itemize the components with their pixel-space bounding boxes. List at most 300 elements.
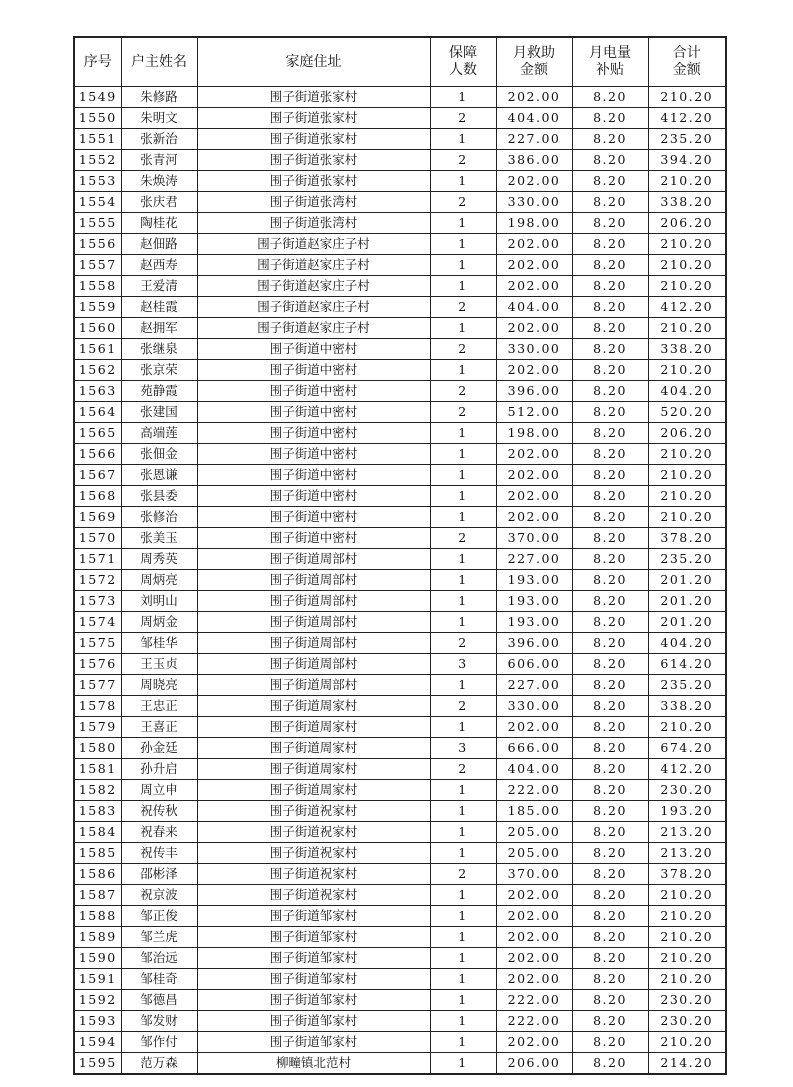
cell-serial-number: 1576: [74, 654, 121, 675]
cell-monthly-electricity-subsidy: 8.20: [572, 801, 648, 822]
cell-serial-number: 1581: [74, 759, 121, 780]
cell-household-head-name: 张县委: [121, 486, 197, 507]
cell-household-head-name: 张美玉: [121, 528, 197, 549]
table-row: [74, 570, 726, 591]
cell-covered-persons: 1: [430, 822, 496, 843]
cell-serial-number: 1572: [74, 570, 121, 591]
cell-monthly-relief-amount: 666.00: [496, 738, 572, 759]
cell-covered-persons: 1: [430, 465, 496, 486]
cell-total-amount: 210.20: [648, 171, 726, 192]
cell-household-head-name: 张恩谦: [121, 465, 197, 486]
cell-household-head-name: 周晓亮: [121, 675, 197, 696]
cell-total-amount: 412.20: [648, 108, 726, 129]
cell-serial-number: 1574: [74, 612, 121, 633]
table-row: [74, 801, 726, 822]
cell-household-head-name: 周秀英: [121, 549, 197, 570]
cell-home-address: 围子街道周部村: [197, 591, 430, 612]
cell-monthly-electricity-subsidy: 8.20: [572, 570, 648, 591]
cell-monthly-relief-amount: 512.00: [496, 402, 572, 423]
table-row: [74, 234, 726, 255]
cell-monthly-relief-amount: 202.00: [496, 465, 572, 486]
table-row: [74, 339, 726, 360]
cell-monthly-relief-amount: 202.00: [496, 906, 572, 927]
cell-covered-persons: 1: [430, 360, 496, 381]
cell-covered-persons: 1: [430, 927, 496, 948]
cell-home-address: 围子街道祝家村: [197, 801, 430, 822]
cell-total-amount: 404.20: [648, 381, 726, 402]
cell-serial-number: 1551: [74, 129, 121, 150]
table-row: [74, 381, 726, 402]
cell-household-head-name: 祝春来: [121, 822, 197, 843]
cell-covered-persons: 1: [430, 276, 496, 297]
cell-total-amount: 201.20: [648, 570, 726, 591]
cell-serial-number: 1560: [74, 318, 121, 339]
table-row: [74, 612, 726, 633]
cell-home-address: 围子街道祝家村: [197, 843, 430, 864]
cell-covered-persons: 2: [430, 402, 496, 423]
cell-home-address: 围子街道赵家庄子村: [197, 297, 430, 318]
cell-monthly-electricity-subsidy: 8.20: [572, 507, 648, 528]
cell-monthly-electricity-subsidy: 8.20: [572, 318, 648, 339]
cell-home-address: 围子街道中密村: [197, 402, 430, 423]
cell-covered-persons: 1: [430, 990, 496, 1011]
cell-total-amount: 235.20: [648, 549, 726, 570]
cell-monthly-electricity-subsidy: 8.20: [572, 276, 648, 297]
cell-household-head-name: 张佃金: [121, 444, 197, 465]
cell-monthly-electricity-subsidy: 8.20: [572, 129, 648, 150]
cell-monthly-relief-amount: 202.00: [496, 948, 572, 969]
cell-monthly-relief-amount: 193.00: [496, 591, 572, 612]
cell-monthly-electricity-subsidy: 8.20: [572, 1053, 648, 1075]
cell-serial-number: 1586: [74, 864, 121, 885]
cell-household-head-name: 祝京波: [121, 885, 197, 906]
cell-covered-persons: 1: [430, 906, 496, 927]
cell-household-head-name: 赵西寿: [121, 255, 197, 276]
cell-monthly-electricity-subsidy: 8.20: [572, 885, 648, 906]
cell-covered-persons: 2: [430, 297, 496, 318]
cell-serial-number: 1556: [74, 234, 121, 255]
cell-home-address: 围子街道张家村: [197, 129, 430, 150]
cell-monthly-relief-amount: 202.00: [496, 234, 572, 255]
cell-home-address: 围子街道中密村: [197, 444, 430, 465]
cell-household-head-name: 周炳亮: [121, 570, 197, 591]
cell-monthly-electricity-subsidy: 8.20: [572, 444, 648, 465]
cell-home-address: 围子街道中密村: [197, 486, 430, 507]
table-row: [74, 444, 726, 465]
cell-monthly-relief-amount: 222.00: [496, 990, 572, 1011]
cell-covered-persons: 1: [430, 885, 496, 906]
cell-home-address: 围子街道中密村: [197, 423, 430, 444]
cell-total-amount: 210.20: [648, 906, 726, 927]
table-row: [74, 171, 726, 192]
cell-covered-persons: 1: [430, 486, 496, 507]
cell-home-address: 围子街道张湾村: [197, 192, 430, 213]
cell-monthly-relief-amount: 396.00: [496, 381, 572, 402]
cell-household-head-name: 邹德昌: [121, 990, 197, 1011]
cell-covered-persons: 2: [430, 192, 496, 213]
cell-total-amount: 338.20: [648, 696, 726, 717]
cell-monthly-electricity-subsidy: 8.20: [572, 234, 648, 255]
cell-covered-persons: 1: [430, 675, 496, 696]
table-row: [74, 507, 726, 528]
cell-home-address: 围子街道祝家村: [197, 822, 430, 843]
cell-monthly-relief-amount: 202.00: [496, 969, 572, 990]
cell-household-head-name: 孙金廷: [121, 738, 197, 759]
cell-total-amount: 210.20: [648, 717, 726, 738]
cell-serial-number: 1588: [74, 906, 121, 927]
cell-monthly-relief-amount: 202.00: [496, 318, 572, 339]
cell-home-address: 围子街道周部村: [197, 675, 430, 696]
cell-covered-persons: 1: [430, 1011, 496, 1032]
table-row: [74, 1011, 726, 1032]
table-row: [74, 1032, 726, 1053]
cell-total-amount: 210.20: [648, 507, 726, 528]
cell-monthly-electricity-subsidy: 8.20: [572, 675, 648, 696]
cell-total-amount: 210.20: [648, 276, 726, 297]
table-row: [74, 654, 726, 675]
table-row: [74, 318, 726, 339]
cell-covered-persons: 1: [430, 255, 496, 276]
table-row: [74, 780, 726, 801]
cell-home-address: 围子街道周家村: [197, 717, 430, 738]
cell-total-amount: 210.20: [648, 234, 726, 255]
cell-covered-persons: 2: [430, 528, 496, 549]
cell-monthly-electricity-subsidy: 8.20: [572, 528, 648, 549]
cell-total-amount: 214.20: [648, 1053, 726, 1075]
cell-covered-persons: 1: [430, 570, 496, 591]
cell-covered-persons: 1: [430, 780, 496, 801]
table-row: [74, 213, 726, 234]
cell-serial-number: 1562: [74, 360, 121, 381]
cell-covered-persons: 3: [430, 738, 496, 759]
table-header: [74, 37, 726, 87]
cell-household-head-name: 范万森: [121, 1053, 197, 1075]
cell-household-head-name: 陶桂花: [121, 213, 197, 234]
cell-serial-number: 1563: [74, 381, 121, 402]
cell-total-amount: 206.20: [648, 423, 726, 444]
cell-serial-number: 1580: [74, 738, 121, 759]
cell-serial-number: 1583: [74, 801, 121, 822]
cell-total-amount: 230.20: [648, 780, 726, 801]
cell-serial-number: 1573: [74, 591, 121, 612]
table-row: [74, 486, 726, 507]
cell-home-address: 围子街道邹家村: [197, 906, 430, 927]
cell-monthly-relief-amount: 202.00: [496, 507, 572, 528]
cell-home-address: 围子街道周部村: [197, 654, 430, 675]
table-row: [74, 402, 726, 423]
header-monthly-electricity-subsidy: 月电量 补贴: [572, 37, 648, 87]
cell-home-address: 围子街道祝家村: [197, 864, 430, 885]
cell-monthly-relief-amount: 370.00: [496, 864, 572, 885]
cell-covered-persons: 2: [430, 864, 496, 885]
cell-home-address: 柳疃镇北范村: [197, 1053, 430, 1075]
cell-monthly-relief-amount: 606.00: [496, 654, 572, 675]
cell-monthly-relief-amount: 227.00: [496, 675, 572, 696]
cell-home-address: 围子街道赵家庄子村: [197, 234, 430, 255]
cell-total-amount: 206.20: [648, 213, 726, 234]
cell-serial-number: 1549: [74, 87, 121, 108]
cell-total-amount: 674.20: [648, 738, 726, 759]
cell-total-amount: 210.20: [648, 360, 726, 381]
cell-home-address: 围子街道中密村: [197, 507, 430, 528]
cell-total-amount: 210.20: [648, 1032, 726, 1053]
cell-covered-persons: 2: [430, 339, 496, 360]
cell-covered-persons: 1: [430, 423, 496, 444]
cell-monthly-relief-amount: 198.00: [496, 423, 572, 444]
cell-serial-number: 1568: [74, 486, 121, 507]
cell-serial-number: 1589: [74, 927, 121, 948]
cell-covered-persons: 1: [430, 444, 496, 465]
cell-monthly-relief-amount: 227.00: [496, 549, 572, 570]
cell-total-amount: 394.20: [648, 150, 726, 171]
cell-monthly-relief-amount: 202.00: [496, 486, 572, 507]
cell-home-address: 围子街道中密村: [197, 381, 430, 402]
table-row: [74, 276, 726, 297]
cell-covered-persons: 2: [430, 381, 496, 402]
cell-monthly-electricity-subsidy: 8.20: [572, 1032, 648, 1053]
cell-monthly-relief-amount: 330.00: [496, 192, 572, 213]
cell-monthly-electricity-subsidy: 8.20: [572, 213, 648, 234]
cell-monthly-relief-amount: 227.00: [496, 129, 572, 150]
cell-covered-persons: 2: [430, 108, 496, 129]
table-row: [74, 150, 726, 171]
cell-covered-persons: 1: [430, 1032, 496, 1053]
cell-monthly-electricity-subsidy: 8.20: [572, 696, 648, 717]
cell-monthly-relief-amount: 396.00: [496, 633, 572, 654]
cell-total-amount: 210.20: [648, 885, 726, 906]
cell-household-head-name: 张建国: [121, 402, 197, 423]
cell-monthly-relief-amount: 202.00: [496, 717, 572, 738]
cell-covered-persons: 1: [430, 213, 496, 234]
cell-total-amount: 201.20: [648, 591, 726, 612]
table-row: [74, 885, 726, 906]
cell-home-address: 围子街道张家村: [197, 171, 430, 192]
cell-covered-persons: 1: [430, 843, 496, 864]
header-covered-persons: 保障 人数: [430, 37, 496, 87]
cell-household-head-name: 邹兰虎: [121, 927, 197, 948]
cell-household-head-name: 张京荣: [121, 360, 197, 381]
cell-home-address: 围子街道中密村: [197, 528, 430, 549]
cell-monthly-electricity-subsidy: 8.20: [572, 297, 648, 318]
cell-home-address: 围子街道周部村: [197, 549, 430, 570]
cell-monthly-relief-amount: 202.00: [496, 255, 572, 276]
cell-serial-number: 1579: [74, 717, 121, 738]
table-row: [74, 696, 726, 717]
cell-home-address: 围子街道赵家庄子村: [197, 255, 430, 276]
cell-serial-number: 1570: [74, 528, 121, 549]
cell-covered-persons: 1: [430, 969, 496, 990]
cell-total-amount: 338.20: [648, 192, 726, 213]
cell-home-address: 围子街道邹家村: [197, 990, 430, 1011]
table-row: [74, 129, 726, 150]
cell-household-head-name: 邹桂华: [121, 633, 197, 654]
cell-monthly-relief-amount: 202.00: [496, 87, 572, 108]
cell-monthly-relief-amount: 193.00: [496, 570, 572, 591]
cell-serial-number: 1569: [74, 507, 121, 528]
cell-monthly-relief-amount: 330.00: [496, 696, 572, 717]
cell-serial-number: 1561: [74, 339, 121, 360]
table-row: [74, 864, 726, 885]
table-row: [74, 738, 726, 759]
cell-monthly-electricity-subsidy: 8.20: [572, 864, 648, 885]
cell-covered-persons: 3: [430, 654, 496, 675]
cell-covered-persons: 2: [430, 696, 496, 717]
cell-monthly-electricity-subsidy: 8.20: [572, 948, 648, 969]
cell-home-address: 围子街道周部村: [197, 612, 430, 633]
table-row: [74, 192, 726, 213]
cell-household-head-name: 邹发财: [121, 1011, 197, 1032]
cell-serial-number: 1595: [74, 1053, 121, 1075]
cell-monthly-relief-amount: 202.00: [496, 360, 572, 381]
cell-monthly-electricity-subsidy: 8.20: [572, 192, 648, 213]
cell-home-address: 围子街道周家村: [197, 759, 430, 780]
cell-home-address: 围子街道张湾村: [197, 213, 430, 234]
cell-monthly-electricity-subsidy: 8.20: [572, 171, 648, 192]
cell-serial-number: 1590: [74, 948, 121, 969]
cell-serial-number: 1553: [74, 171, 121, 192]
cell-total-amount: 210.20: [648, 444, 726, 465]
cell-monthly-electricity-subsidy: 8.20: [572, 927, 648, 948]
cell-total-amount: 520.20: [648, 402, 726, 423]
cell-total-amount: 404.20: [648, 633, 726, 654]
cell-home-address: 围子街道周部村: [197, 633, 430, 654]
table-row: [74, 591, 726, 612]
cell-total-amount: 210.20: [648, 465, 726, 486]
cell-household-head-name: 张继泉: [121, 339, 197, 360]
cell-serial-number: 1565: [74, 423, 121, 444]
cell-total-amount: 210.20: [648, 948, 726, 969]
cell-total-amount: 210.20: [648, 969, 726, 990]
cell-household-head-name: 张修治: [121, 507, 197, 528]
cell-total-amount: 412.20: [648, 297, 726, 318]
cell-serial-number: 1584: [74, 822, 121, 843]
cell-total-amount: 210.20: [648, 927, 726, 948]
cell-home-address: 围子街道赵家庄子村: [197, 276, 430, 297]
cell-household-head-name: 孙升启: [121, 759, 197, 780]
table-body: [74, 87, 726, 1075]
table-row: [74, 528, 726, 549]
cell-covered-persons: 1: [430, 612, 496, 633]
cell-serial-number: 1550: [74, 108, 121, 129]
cell-monthly-electricity-subsidy: 8.20: [572, 549, 648, 570]
cell-serial-number: 1578: [74, 696, 121, 717]
cell-covered-persons: 1: [430, 549, 496, 570]
cell-household-head-name: 邹桂奇: [121, 969, 197, 990]
cell-serial-number: 1555: [74, 213, 121, 234]
cell-covered-persons: 2: [430, 150, 496, 171]
cell-monthly-electricity-subsidy: 8.20: [572, 759, 648, 780]
cell-serial-number: 1554: [74, 192, 121, 213]
cell-monthly-relief-amount: 202.00: [496, 444, 572, 465]
cell-monthly-relief-amount: 205.00: [496, 822, 572, 843]
cell-total-amount: 614.20: [648, 654, 726, 675]
relief-roster-table: [73, 36, 727, 1075]
cell-covered-persons: 1: [430, 591, 496, 612]
cell-serial-number: 1587: [74, 885, 121, 906]
table-row: [74, 87, 726, 108]
cell-total-amount: 213.20: [648, 822, 726, 843]
cell-covered-persons: 1: [430, 234, 496, 255]
cell-home-address: 围子街道邹家村: [197, 1032, 430, 1053]
cell-serial-number: 1585: [74, 843, 121, 864]
table-row: [74, 843, 726, 864]
cell-monthly-electricity-subsidy: 8.20: [572, 486, 648, 507]
cell-monthly-relief-amount: 404.00: [496, 759, 572, 780]
table-row: [74, 465, 726, 486]
cell-covered-persons: 1: [430, 318, 496, 339]
cell-household-head-name: 高端莲: [121, 423, 197, 444]
cell-monthly-relief-amount: 404.00: [496, 297, 572, 318]
cell-serial-number: 1591: [74, 969, 121, 990]
cell-home-address: 围子街道邹家村: [197, 1011, 430, 1032]
cell-covered-persons: 1: [430, 507, 496, 528]
table-row: [74, 717, 726, 738]
cell-monthly-relief-amount: 205.00: [496, 843, 572, 864]
cell-serial-number: 1552: [74, 150, 121, 171]
cell-total-amount: 412.20: [648, 759, 726, 780]
cell-monthly-relief-amount: 206.00: [496, 1053, 572, 1075]
cell-household-head-name: 苑静霞: [121, 381, 197, 402]
cell-monthly-electricity-subsidy: 8.20: [572, 969, 648, 990]
cell-monthly-electricity-subsidy: 8.20: [572, 381, 648, 402]
cell-total-amount: 210.20: [648, 318, 726, 339]
table-row: [74, 906, 726, 927]
cell-serial-number: 1593: [74, 1011, 121, 1032]
cell-monthly-electricity-subsidy: 8.20: [572, 612, 648, 633]
cell-household-head-name: 王爱清: [121, 276, 197, 297]
cell-monthly-electricity-subsidy: 8.20: [572, 633, 648, 654]
cell-household-head-name: 邹作付: [121, 1032, 197, 1053]
cell-household-head-name: 祝传丰: [121, 843, 197, 864]
table-row: [74, 423, 726, 444]
cell-monthly-electricity-subsidy: 8.20: [572, 108, 648, 129]
cell-home-address: 围子街道中密村: [197, 339, 430, 360]
cell-total-amount: 378.20: [648, 864, 726, 885]
cell-monthly-relief-amount: 386.00: [496, 150, 572, 171]
cell-home-address: 围子街道祝家村: [197, 885, 430, 906]
cell-household-head-name: 祝传秋: [121, 801, 197, 822]
cell-covered-persons: 2: [430, 633, 496, 654]
table-row: [74, 549, 726, 570]
cell-household-head-name: 邵彬泽: [121, 864, 197, 885]
cell-monthly-electricity-subsidy: 8.20: [572, 822, 648, 843]
cell-home-address: 围子街道张家村: [197, 87, 430, 108]
cell-household-head-name: 朱焕涛: [121, 171, 197, 192]
cell-covered-persons: 1: [430, 129, 496, 150]
cell-monthly-electricity-subsidy: 8.20: [572, 990, 648, 1011]
cell-covered-persons: 2: [430, 759, 496, 780]
cell-serial-number: 1566: [74, 444, 121, 465]
cell-monthly-relief-amount: 370.00: [496, 528, 572, 549]
cell-monthly-relief-amount: 202.00: [496, 885, 572, 906]
table-row: [74, 633, 726, 654]
cell-monthly-electricity-subsidy: 8.20: [572, 402, 648, 423]
cell-total-amount: 235.20: [648, 129, 726, 150]
cell-monthly-relief-amount: 193.00: [496, 612, 572, 633]
cell-home-address: 围子街道张家村: [197, 108, 430, 129]
table-row: [74, 948, 726, 969]
cell-total-amount: 235.20: [648, 675, 726, 696]
cell-serial-number: 1567: [74, 465, 121, 486]
cell-monthly-relief-amount: 222.00: [496, 1011, 572, 1032]
table-row: [74, 1053, 726, 1075]
cell-home-address: 围子街道周部村: [197, 570, 430, 591]
cell-home-address: 围子街道邹家村: [197, 948, 430, 969]
cell-serial-number: 1571: [74, 549, 121, 570]
cell-monthly-electricity-subsidy: 8.20: [572, 255, 648, 276]
cell-monthly-relief-amount: 404.00: [496, 108, 572, 129]
cell-total-amount: 230.20: [648, 1011, 726, 1032]
